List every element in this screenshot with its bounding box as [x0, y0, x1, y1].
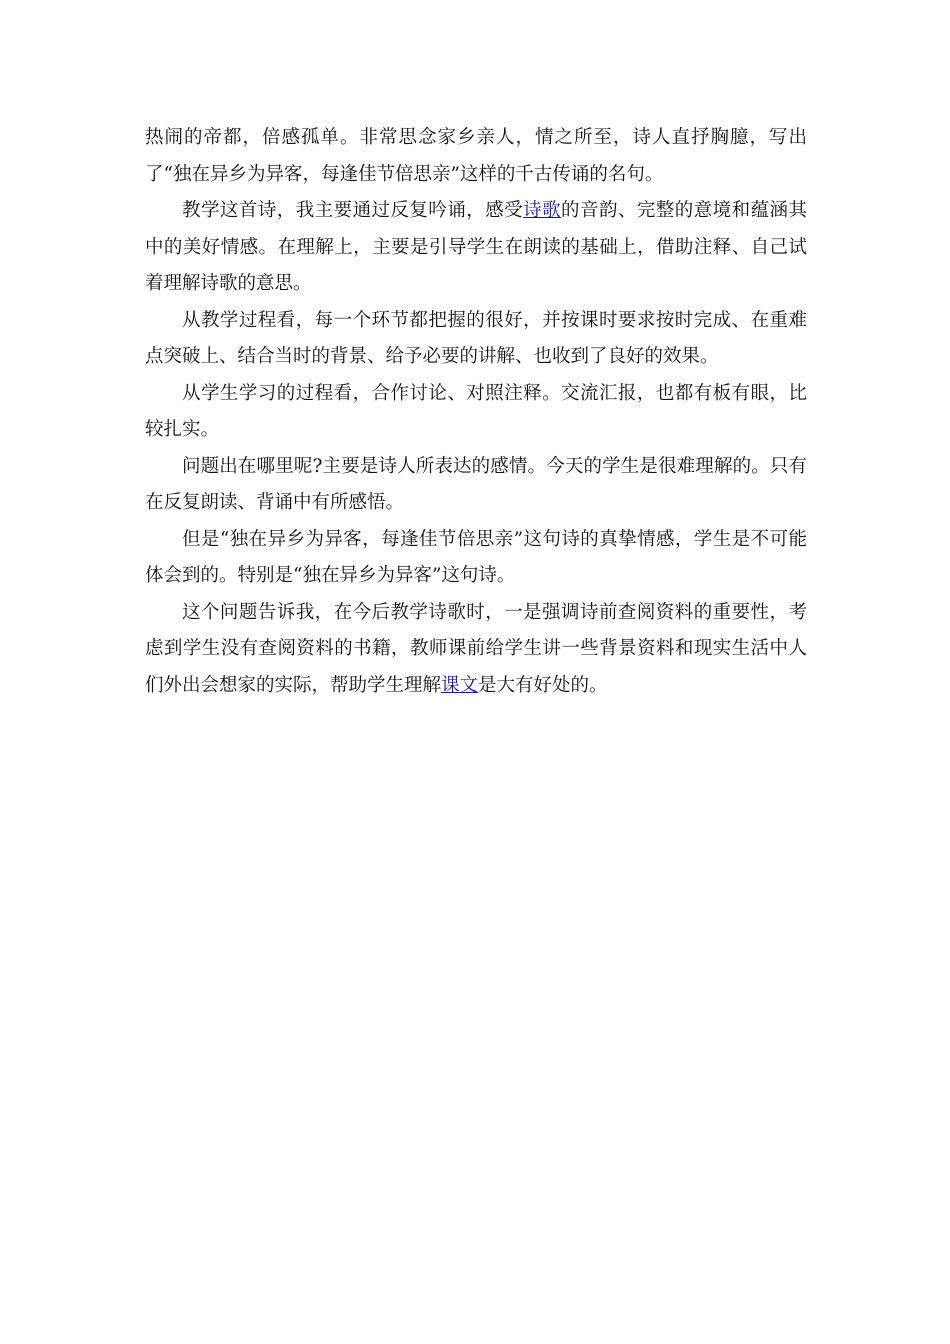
poetry-link[interactable]: 诗歌 — [523, 200, 562, 221]
document-body — [145, 120, 807, 704]
paragraph-7 — [145, 595, 807, 705]
paragraph-1 — [145, 120, 807, 193]
paragraph-2-text-start: 教学这首诗，我主要通过反复吟诵，感受 — [182, 200, 524, 221]
paragraph-2 — [145, 193, 807, 303]
paragraph-2-text-end: 的音韵、完整的意境和蕴涵其中的美好情感。在理解上，主要是引导学生在朗读的基础上，借助注释、自己试着理解诗歌的意思。 — [145, 200, 807, 294]
paragraph-6 — [145, 522, 807, 595]
paragraph-7-text-end: 是大有好处的。 — [478, 674, 608, 696]
text-link[interactable]: 课文 — [441, 674, 479, 696]
paragraph-4 — [145, 376, 807, 449]
paragraph-4-text: 从学生学习的过程看，合作讨论、对照注释。交流汇报，也都有板有眼，比较扎实。 — [145, 382, 807, 440]
paragraph-1-text: 热闹的帝都，倍感孤单。非常思念家乡亲人，情之所至，诗人直抒胸臆，写出了“独在异乡为异客，每逢佳节倍思亲”这样的千古传诵的名句。 — [145, 127, 807, 185]
paragraph-6-text: 但是“独在异乡为异客，每逢佳节倍思亲”这句诗的真挚情感，学生是不可能体会到的。特别是“独在异乡为异客”这句诗。 — [145, 528, 807, 586]
paragraph-3-text: 从教学过程看，每一个环节都把握的很好，并按课时要求按时完成、在重难点突破上、结合当时的背景、给予必要的讲解、也收到了良好的效果。 — [145, 309, 807, 367]
paragraph-5-text: 问题出在哪里呢?主要是诗人所表达的感情。今天的学生是很难理解的。只有在反复朗读、背诵中有所感悟。 — [145, 455, 807, 513]
paragraph-7-text-start: 这个问题告诉我，在今后教学诗歌时，一是强调诗前查阅资料的重要性，考虑到学生没有查阅资料的书籍，教师课前给学生讲一些背景资料和现实生活中人们外出会想家的实际，帮助学生理解 — [145, 601, 807, 696]
paragraph-5 — [145, 449, 807, 522]
paragraph-3 — [145, 303, 807, 376]
